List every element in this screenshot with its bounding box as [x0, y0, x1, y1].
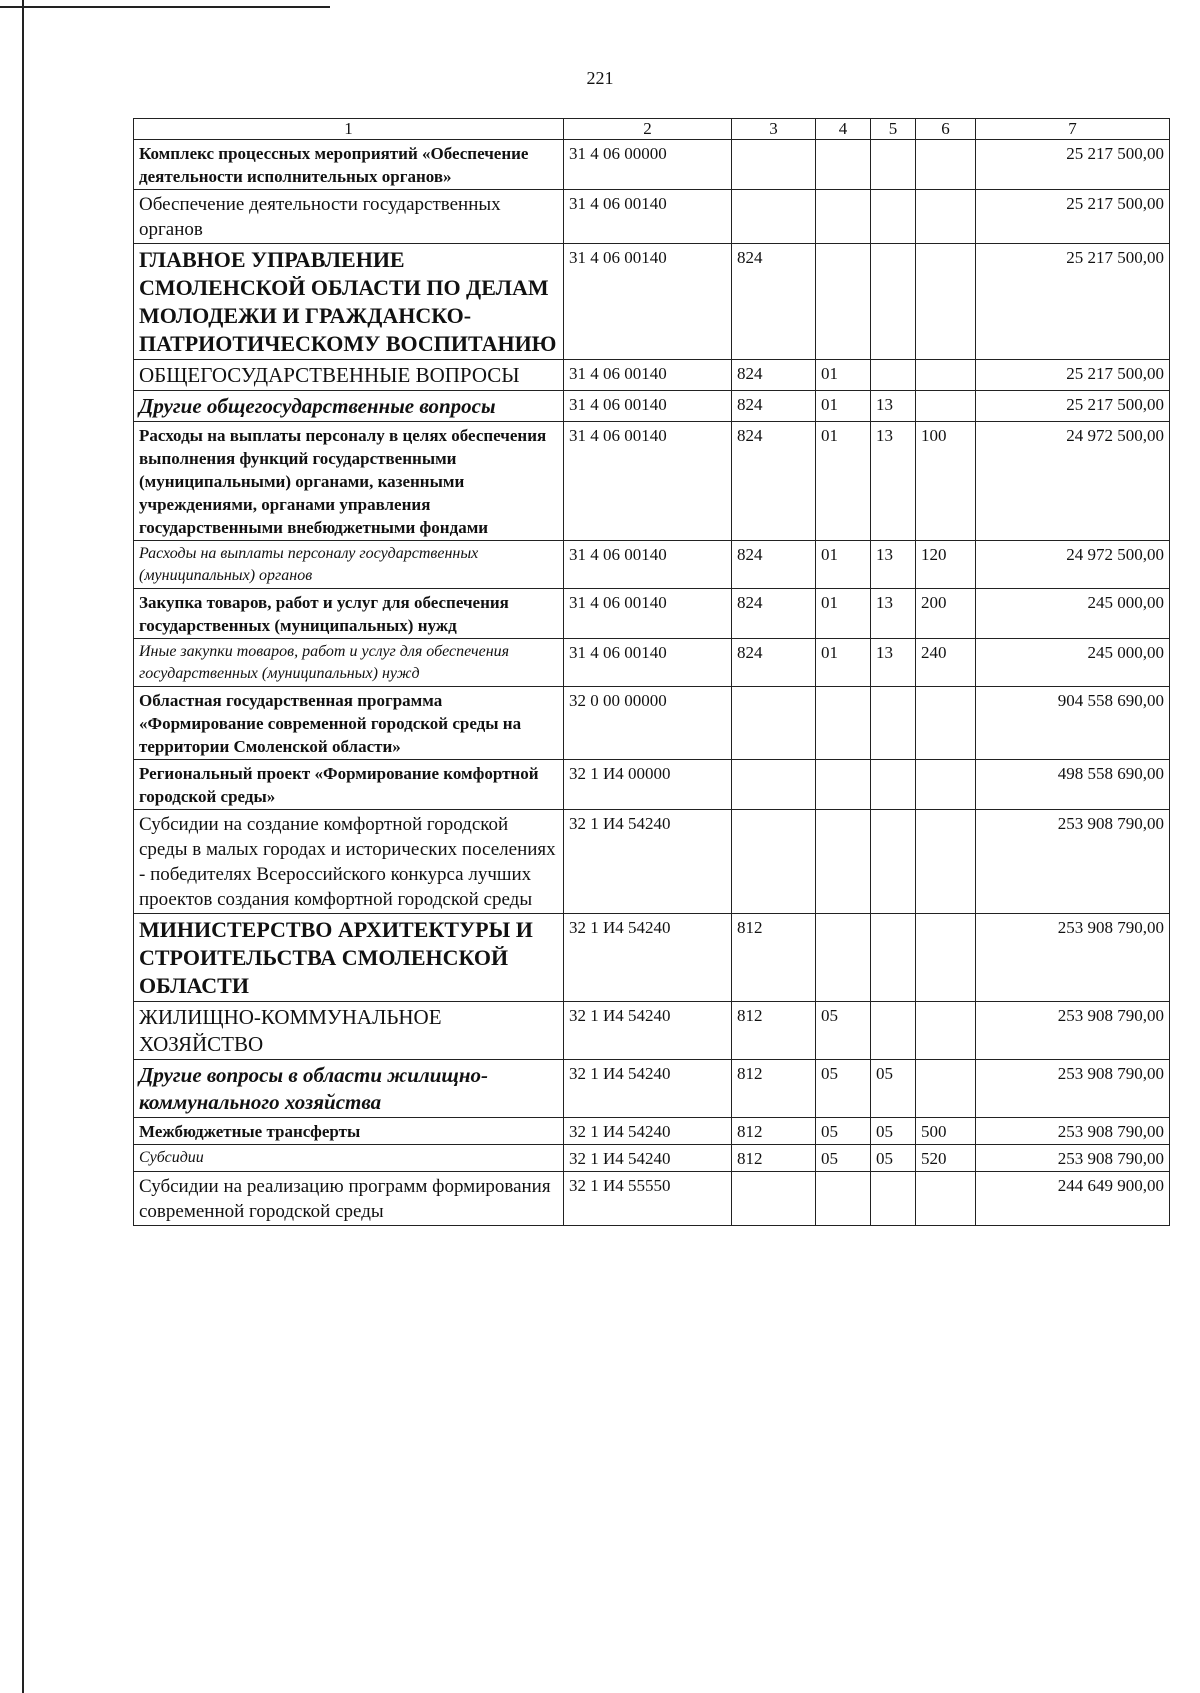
row-code: 32 1 И4 00000	[564, 760, 732, 810]
scan-edge-top	[0, 6, 330, 8]
row-col4: 05	[816, 1002, 871, 1060]
row-col3: 824	[732, 244, 816, 360]
table-row	[134, 1002, 1170, 1060]
row-amount: 253 908 790,00	[976, 1145, 1170, 1172]
row-amount: 24 972 500,00	[976, 541, 1170, 589]
row-col4	[816, 190, 871, 244]
row-amount: 498 558 690,00	[976, 760, 1170, 810]
table-row	[134, 1145, 1170, 1172]
row-col3: 824	[732, 541, 816, 589]
row-amount: 25 217 500,00	[976, 391, 1170, 422]
table-row	[134, 360, 1170, 391]
row-col4: 01	[816, 639, 871, 687]
row-col4	[816, 140, 871, 190]
header-col-2: 2	[564, 119, 732, 140]
row-col6	[916, 1172, 976, 1226]
row-name: Закупка товаров, работ и услуг для обеспечения государственных (муниципальных) нужд	[134, 589, 564, 639]
row-name: Расходы на выплаты персоналу в целях обеспечения выполнения функций государственными (муниципальными) органами, казенными учреждениями, органами управления государственными внебюджетными фондами	[134, 422, 564, 541]
table-row	[134, 422, 1170, 541]
row-col3	[732, 140, 816, 190]
row-name: ГЛАВНОЕ УПРАВЛЕНИЕ СМОЛЕНСКОЙ ОБЛАСТИ ПО ДЕЛАМ МОЛОДЕЖИ И ГРАЖДАНСКО-ПАТРИОТИЧЕСКОМУ ВОСПИТАНИЮ	[134, 244, 564, 360]
row-code: 31 4 06 00140	[564, 541, 732, 589]
row-name: Другие вопросы в области жилищно-коммунального хозяйства	[134, 1060, 564, 1118]
row-col3: 812	[732, 1060, 816, 1118]
table-row	[134, 1172, 1170, 1226]
row-amount: 904 558 690,00	[976, 687, 1170, 760]
row-col3: 824	[732, 639, 816, 687]
row-amount: 25 217 500,00	[976, 360, 1170, 391]
row-col5: 13	[871, 541, 916, 589]
row-col6	[916, 687, 976, 760]
row-amount: 253 908 790,00	[976, 810, 1170, 914]
row-code: 32 1 И4 54240	[564, 1118, 732, 1145]
row-code: 32 1 И4 55550	[564, 1172, 732, 1226]
row-code: 31 4 06 00140	[564, 190, 732, 244]
row-name: Другие общегосударственные вопросы	[134, 391, 564, 422]
row-col5: 13	[871, 391, 916, 422]
row-col5	[871, 914, 916, 1002]
row-code: 32 1 И4 54240	[564, 914, 732, 1002]
row-col5	[871, 140, 916, 190]
row-col6: 120	[916, 541, 976, 589]
row-code: 31 4 06 00140	[564, 360, 732, 391]
header-col-3: 3	[732, 119, 816, 140]
row-name: Расходы на выплаты персоналу государственных (муниципальных) органов	[134, 541, 564, 589]
row-col5	[871, 360, 916, 391]
row-col6: 240	[916, 639, 976, 687]
row-col3	[732, 687, 816, 760]
row-col6	[916, 760, 976, 810]
row-amount: 253 908 790,00	[976, 1118, 1170, 1145]
row-col5: 05	[871, 1145, 916, 1172]
row-col6	[916, 140, 976, 190]
row-col3: 812	[732, 914, 816, 1002]
row-col5: 05	[871, 1060, 916, 1118]
table-row	[134, 190, 1170, 244]
row-col6	[916, 914, 976, 1002]
row-col5: 05	[871, 1118, 916, 1145]
table-row	[134, 760, 1170, 810]
row-col5	[871, 810, 916, 914]
row-code: 32 0 00 00000	[564, 687, 732, 760]
row-name: Иные закупки товаров, работ и услуг для обеспечения государственных (муниципальных) нужд	[134, 639, 564, 687]
row-code: 31 4 06 00140	[564, 244, 732, 360]
row-col6	[916, 360, 976, 391]
row-code: 32 1 И4 54240	[564, 1002, 732, 1060]
table-header-row	[134, 119, 1170, 140]
row-name: Субсидии на создание комфортной городской среды в малых городах и исторических поселениях - победителях Всероссийского конкурса лучших проектов создания комфортной городской среды	[134, 810, 564, 914]
row-name: Субсидии на реализацию программ формирования современной городской среды	[134, 1172, 564, 1226]
header-col-5: 5	[871, 119, 916, 140]
row-name: Комплекс процессных мероприятий «Обеспечение деятельности исполнительных органов»	[134, 140, 564, 190]
row-col5	[871, 1002, 916, 1060]
row-col4: 05	[816, 1145, 871, 1172]
row-col4: 01	[816, 391, 871, 422]
row-name: ОБЩЕГОСУДАРСТВЕННЫЕ ВОПРОСЫ	[134, 360, 564, 391]
row-col5: 13	[871, 639, 916, 687]
row-col4	[816, 687, 871, 760]
table-row	[134, 244, 1170, 360]
row-col6	[916, 1060, 976, 1118]
row-code: 31 4 06 00140	[564, 589, 732, 639]
row-col6: 500	[916, 1118, 976, 1145]
row-col3	[732, 810, 816, 914]
row-col5: 13	[871, 422, 916, 541]
page-number: 221	[586, 68, 614, 88]
row-amount: 245 000,00	[976, 639, 1170, 687]
row-col4	[816, 914, 871, 1002]
row-amount: 253 908 790,00	[976, 914, 1170, 1002]
scan-edge-left	[22, 0, 24, 1693]
row-col3	[732, 190, 816, 244]
row-col3: 812	[732, 1118, 816, 1145]
table-row	[134, 639, 1170, 687]
header-col-4: 4	[816, 119, 871, 140]
row-col4	[816, 244, 871, 360]
row-amount: 245 000,00	[976, 589, 1170, 639]
row-code: 32 1 И4 54240	[564, 1145, 732, 1172]
row-col6: 200	[916, 589, 976, 639]
row-col3: 824	[732, 360, 816, 391]
row-col6: 520	[916, 1145, 976, 1172]
row-col5	[871, 190, 916, 244]
row-code: 31 4 06 00140	[564, 422, 732, 541]
table-row	[134, 1060, 1170, 1118]
row-name: ЖИЛИЩНО-КОММУНАЛЬНОЕ ХОЗЯЙСТВО	[134, 1002, 564, 1060]
row-amount: 253 908 790,00	[976, 1002, 1170, 1060]
row-col4: 05	[816, 1118, 871, 1145]
table-row	[134, 1118, 1170, 1145]
header-col-7: 7	[976, 119, 1170, 140]
row-amount: 24 972 500,00	[976, 422, 1170, 541]
row-col6: 100	[916, 422, 976, 541]
row-col5	[871, 687, 916, 760]
row-name: Региональный проект «Формирование комфортной городской среды»	[134, 760, 564, 810]
row-col4	[816, 810, 871, 914]
table-body	[134, 119, 1170, 1226]
row-col3: 812	[732, 1002, 816, 1060]
row-col4	[816, 760, 871, 810]
row-name: МИНИСТЕРСТВО АРХИТЕКТУРЫ И СТРОИТЕЛЬСТВА СМОЛЕНСКОЙ ОБЛАСТИ	[134, 914, 564, 1002]
row-col3	[732, 760, 816, 810]
row-col4	[816, 1172, 871, 1226]
row-col6	[916, 810, 976, 914]
row-col6	[916, 1002, 976, 1060]
row-col3	[732, 1172, 816, 1226]
row-col3: 824	[732, 422, 816, 541]
table-row	[134, 589, 1170, 639]
header-col-1: 1	[134, 119, 564, 140]
row-code: 31 4 06 00140	[564, 391, 732, 422]
row-col4: 01	[816, 589, 871, 639]
row-col4: 05	[816, 1060, 871, 1118]
table-row	[134, 541, 1170, 589]
row-name: Субсидии	[134, 1145, 564, 1172]
row-col4: 01	[816, 422, 871, 541]
row-col3: 824	[732, 391, 816, 422]
row-amount: 25 217 500,00	[976, 190, 1170, 244]
header-col-6: 6	[916, 119, 976, 140]
budget-table	[133, 118, 1170, 1226]
row-col4: 01	[816, 360, 871, 391]
table-row	[134, 687, 1170, 760]
row-code: 32 1 И4 54240	[564, 1060, 732, 1118]
row-col3: 824	[732, 589, 816, 639]
table-row	[134, 140, 1170, 190]
row-amount: 25 217 500,00	[976, 140, 1170, 190]
row-code: 32 1 И4 54240	[564, 810, 732, 914]
row-name: Обеспечение деятельности государственных органов	[134, 190, 564, 244]
row-amount: 244 649 900,00	[976, 1172, 1170, 1226]
row-col3: 812	[732, 1145, 816, 1172]
row-amount: 25 217 500,00	[976, 244, 1170, 360]
table-row	[134, 914, 1170, 1002]
row-col6	[916, 244, 976, 360]
row-col6	[916, 391, 976, 422]
row-col5	[871, 1172, 916, 1226]
row-code: 31 4 06 00000	[564, 140, 732, 190]
row-name: Областная государственная программа «Формирование современной городской среды на территории Смоленской области»	[134, 687, 564, 760]
row-col5: 13	[871, 589, 916, 639]
table-row	[134, 391, 1170, 422]
row-col5	[871, 244, 916, 360]
row-code: 31 4 06 00140	[564, 639, 732, 687]
row-col6	[916, 190, 976, 244]
table-row	[134, 810, 1170, 914]
row-amount: 253 908 790,00	[976, 1060, 1170, 1118]
row-col4: 01	[816, 541, 871, 589]
row-name: Межбюджетные трансферты	[134, 1118, 564, 1145]
row-col5	[871, 760, 916, 810]
